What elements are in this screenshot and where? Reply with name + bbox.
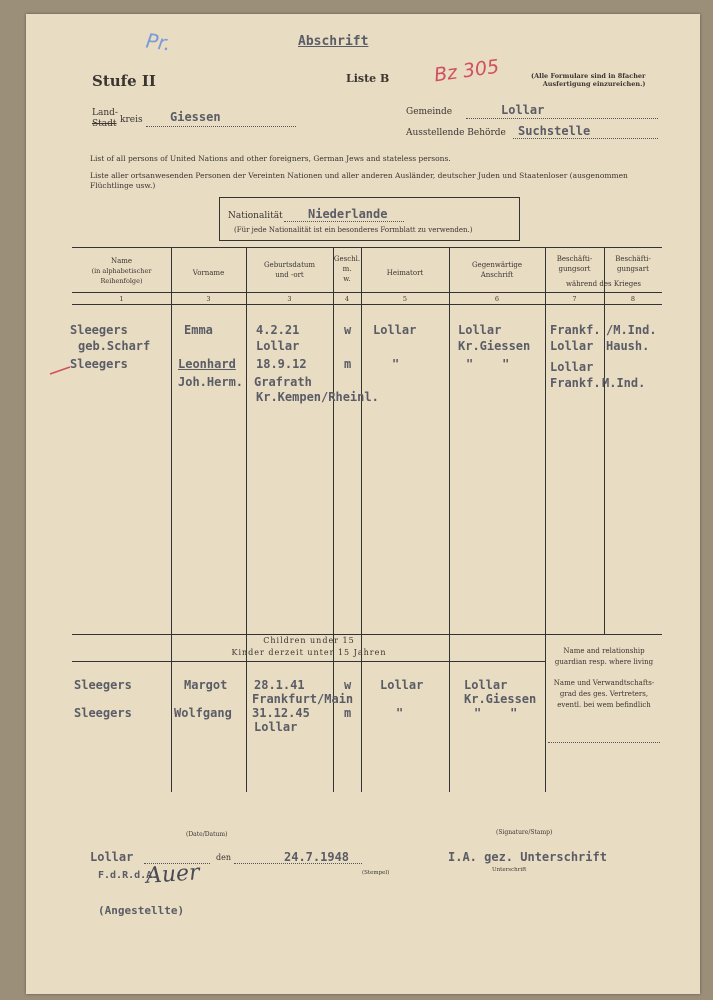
table-top-rule <box>72 247 662 248</box>
header-ort-l1: Beschäfti- <box>556 255 593 263</box>
copies-note-line1: (Alle Formulare sind in 8facher <box>531 72 646 80</box>
children-header-de: Kinder derzeit unter 15 Jahren <box>231 648 387 657</box>
unterschrift-label: Unterschrift <box>492 867 527 873</box>
adult-2-geb-date: 18.9.12 <box>256 357 307 371</box>
child-2-name: Sleegers <box>74 706 132 720</box>
liste-title: Liste B <box>346 72 390 85</box>
section-rule <box>72 634 662 635</box>
child-1-anschrift-1: Lollar <box>464 678 508 692</box>
gemeinde-label: Gemeinde <box>406 107 453 117</box>
behoerde-value: Suchstelle <box>518 124 591 138</box>
header-geburt-l1: Geburtsdatum <box>263 261 316 269</box>
col-divider-4 <box>361 247 362 792</box>
stufe-title: Stufe II <box>92 72 156 90</box>
col-number-1: 1 <box>119 295 124 303</box>
stempel-label: (Stempel) <box>362 870 390 876</box>
col-number-6: 6 <box>494 295 500 303</box>
child-2-heimat: " <box>396 706 404 720</box>
adult-1-art: /M.Ind. <box>606 323 657 337</box>
child-2-geschl: m <box>344 706 352 720</box>
header-anschrift <box>449 260 545 280</box>
adult-1-maiden-name: geb.Scharf <box>78 339 151 353</box>
child-2-anschrift: " " <box>474 706 518 720</box>
nationality-dots <box>284 221 404 222</box>
behoerde-dots <box>513 138 658 139</box>
col-divider-5 <box>449 247 450 792</box>
header-ort-l2: gungsort <box>558 265 591 273</box>
child-2-geb-place: Lollar <box>254 720 298 734</box>
header-anschrift-l2: Anschrift <box>480 271 514 279</box>
kreis-value: Giessen <box>170 110 221 124</box>
guardian-header-de <box>548 678 660 711</box>
adult-1-anschrift-2: Kr.Giessen <box>458 339 531 353</box>
nationality-note: (Für jede Nationalität ist ein besonderes Formblatt zu verwenden.) <box>234 226 473 234</box>
col-divider-1 <box>171 247 172 792</box>
child-1-geschl: w <box>344 678 352 692</box>
adult-1-ort-2: Lollar <box>550 339 594 353</box>
adult-1-vorname: Emma <box>184 323 213 337</box>
abschrift-heading: Abschrift <box>298 34 369 49</box>
col-number-8: 8 <box>630 295 636 303</box>
red-tick-mark <box>48 364 72 378</box>
red-pencil-annotation: Bz 305 <box>432 55 501 87</box>
header-art <box>604 254 662 274</box>
col-number-3: 3 <box>287 295 292 303</box>
adult-2-heimat: " <box>392 357 400 371</box>
col-divider-6 <box>545 247 546 792</box>
land-label: Land- <box>92 108 118 118</box>
adult-2-ort-2: Frankf. <box>550 376 601 390</box>
kreis-dots <box>146 126 296 127</box>
adult-2-vorname-2: Joh.Herm. <box>178 375 244 389</box>
col-divider-3 <box>333 247 334 792</box>
adult-2-name: Sleegers <box>70 357 128 371</box>
footer-place: Lollar <box>90 850 134 864</box>
copies-note-line2: Ausfertigung einzureichen.) <box>542 80 646 88</box>
adult-1-geb-date: 4.2.21 <box>256 323 300 337</box>
nationality-label: Nationalität <box>228 211 283 221</box>
header-vorname: Vorname <box>192 269 225 277</box>
header-name-l3: Reihenfolge) <box>100 277 143 285</box>
adult-2-geb-place: Grafrath <box>254 375 312 389</box>
intro-german-1: Liste aller ortsanwesenden Personen der Vereinten Nationen und aller anderen Ausländer, deutscher Juden und Staatenloser (ausgenommen <box>90 171 628 180</box>
date-label: (Date/Datum) <box>186 831 228 838</box>
header-geschl-l1: Geschl. <box>333 255 361 263</box>
footer-signature-ia: I.A. gez. Unterschrift <box>448 850 607 864</box>
signature-label: (Signature/Stamp) <box>496 829 553 836</box>
adult-1-name: Sleegers <box>70 323 128 337</box>
stadt-label: Stadt <box>92 119 117 129</box>
guardian-de-2: grad des ges. Vertreters, <box>559 690 649 698</box>
landkreis-label <box>92 108 118 130</box>
guardian-de-3: eventl. bei wem befindlich <box>557 701 651 709</box>
adult-1-anschrift-1: Lollar <box>458 323 502 337</box>
adult-2-ort-1: Lollar <box>550 360 594 374</box>
intro-german-2: Flüchtlinge usw.) <box>90 181 156 190</box>
header-anschrift-l1: Gegenwärtige <box>471 261 523 269</box>
col-divider-2 <box>246 247 247 792</box>
adult-1-art-2: Haush. <box>606 339 650 353</box>
kreis-label: kreis <box>120 115 143 125</box>
guardian-de-1: Name und Verwandtschafts- <box>553 679 655 687</box>
children-header-en: Children under 15 <box>263 636 355 645</box>
nationality-value: Niederlande <box>308 207 388 221</box>
header-rule <box>72 292 662 293</box>
child-2-geb-date: 31.12.45 <box>252 706 310 720</box>
guardian-dots <box>548 742 660 743</box>
handwritten-signature: Auer <box>145 860 201 889</box>
col-number-2: 3 <box>206 295 211 303</box>
header-geschl <box>333 254 361 284</box>
col-number-4: 4 <box>344 295 350 303</box>
child-1-geb-place: Frankfurt/Main <box>252 692 354 706</box>
header-geschl-l2: m. <box>342 265 352 273</box>
col-number-5: 5 <box>402 295 408 303</box>
adult-1-ort: Frankf. <box>550 323 601 337</box>
header-name-l2: (in alphabetischer <box>91 267 152 275</box>
header-art-l1: Beschäfti- <box>615 255 651 263</box>
number-rule <box>72 304 662 305</box>
child-1-heimat: Lollar <box>380 678 424 692</box>
header-geburt-l2: und -ort <box>275 271 304 279</box>
fdr-note: F.d.R.d.A. <box>98 870 159 881</box>
blue-pencil-annotation: Pr. <box>144 28 173 56</box>
header-name-l1: Name <box>110 257 133 265</box>
child-1-geb-date: 28.1.41 <box>254 678 305 692</box>
adult-2-vorname-1: Leonhard <box>178 357 236 371</box>
header-geburt <box>246 260 333 280</box>
col-divider-7 <box>604 247 605 634</box>
header-art-l2: gungsart <box>617 265 649 273</box>
child-1-vorname: Margot <box>184 678 228 692</box>
guardian-en-2: guardian resp. where living <box>554 658 654 666</box>
behoerde-label: Ausstellende Behörde <box>406 128 506 138</box>
angestellte-label: (Angestellte) <box>98 904 185 917</box>
child-1-anschrift-2: Kr.Giessen <box>464 692 537 706</box>
adult-2-geschl: m <box>344 357 352 371</box>
adult-1-heimat: Lollar <box>373 323 417 337</box>
den-label: den <box>216 853 232 862</box>
adult-2-geb-region: Kr.Kempen/Rheinl. <box>256 390 379 404</box>
col-number-7: 7 <box>572 295 577 303</box>
header-ort <box>545 254 604 274</box>
header-name <box>72 256 171 286</box>
gemeinde-dots <box>466 118 658 119</box>
adult-1-geb-place: Lollar <box>256 339 300 353</box>
guardian-en-1: Name and relationship <box>563 647 645 655</box>
adult-2-anschrift: " " <box>466 357 510 371</box>
child-1-name: Sleegers <box>74 678 132 692</box>
adult-2-art: M.Ind. <box>602 376 646 390</box>
header-waehrend: während des Krieges <box>566 280 641 288</box>
intro-english: List of all persons of United Nations and other foreigners, German Jews and stateless persons. <box>90 154 451 163</box>
gemeinde-value: Lollar <box>501 103 545 117</box>
header-geschl-l3: w. <box>343 275 351 283</box>
footer-date: 24.7.1948 <box>284 850 350 864</box>
document-page <box>26 14 700 994</box>
children-header-rule <box>72 661 546 662</box>
copies-note <box>531 72 645 88</box>
guardian-header <box>548 646 660 668</box>
child-2-vorname: Wolfgang <box>174 706 232 720</box>
adult-1-geschl: w <box>344 323 352 337</box>
header-heimatort: Heimatort <box>386 269 424 277</box>
